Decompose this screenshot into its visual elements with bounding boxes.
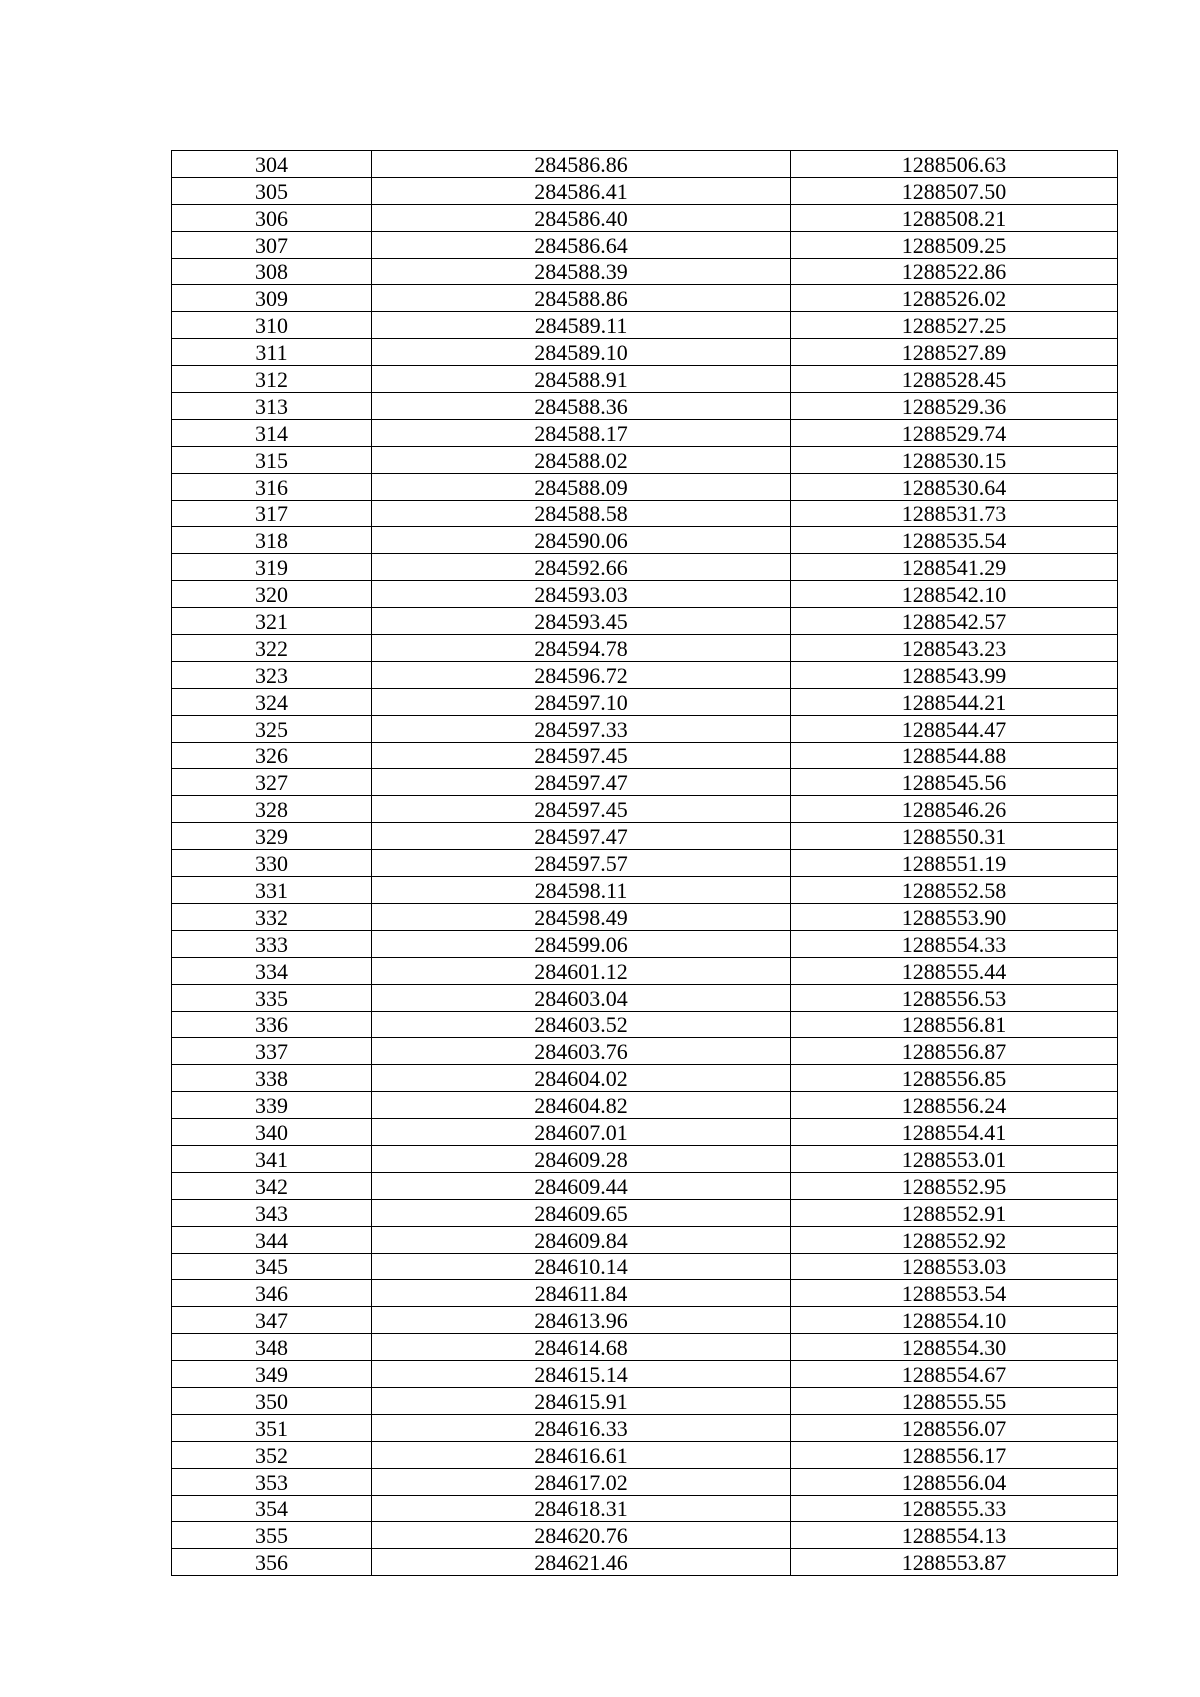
y-coordinate-cell: 1288554.13: [791, 1522, 1118, 1549]
point-number-cell: 322: [172, 635, 372, 662]
x-coordinate-cell: 284603.52: [372, 1011, 791, 1038]
table-row: [172, 688, 1118, 715]
point-number-cell: 314: [172, 419, 372, 446]
table-row: [172, 339, 1118, 366]
table-row: [172, 151, 1118, 178]
point-number-cell: 342: [172, 1172, 372, 1199]
point-number-cell: 332: [172, 903, 372, 930]
table-row: [172, 393, 1118, 420]
table-row: [172, 1172, 1118, 1199]
point-number-cell: 327: [172, 769, 372, 796]
y-coordinate-cell: 1288554.41: [791, 1119, 1118, 1146]
x-coordinate-cell: 284603.04: [372, 984, 791, 1011]
point-number-cell: 345: [172, 1253, 372, 1280]
table-row: [172, 1038, 1118, 1065]
x-coordinate-cell: 284597.57: [372, 850, 791, 877]
table-row: [172, 446, 1118, 473]
point-number-cell: 346: [172, 1280, 372, 1307]
y-coordinate-cell: 1288550.31: [791, 823, 1118, 850]
y-coordinate-cell: 1288527.89: [791, 339, 1118, 366]
point-number-cell: 308: [172, 258, 372, 285]
table-row: [172, 1145, 1118, 1172]
table-row: [172, 1361, 1118, 1388]
point-number-cell: 304: [172, 151, 372, 178]
x-coordinate-cell: 284588.36: [372, 393, 791, 420]
table-row: [172, 527, 1118, 554]
x-coordinate-cell: 284598.11: [372, 877, 791, 904]
point-number-cell: 339: [172, 1092, 372, 1119]
y-coordinate-cell: 1288554.30: [791, 1334, 1118, 1361]
x-coordinate-cell: 284598.49: [372, 903, 791, 930]
point-number-cell: 333: [172, 930, 372, 957]
x-coordinate-cell: 284592.66: [372, 554, 791, 581]
point-number-cell: 348: [172, 1334, 372, 1361]
y-coordinate-cell: 1288544.21: [791, 688, 1118, 715]
table-row: [172, 661, 1118, 688]
x-coordinate-cell: 284621.46: [372, 1549, 791, 1576]
y-coordinate-cell: 1288541.29: [791, 554, 1118, 581]
y-coordinate-cell: 1288555.33: [791, 1495, 1118, 1522]
x-coordinate-cell: 284617.02: [372, 1468, 791, 1495]
x-coordinate-cell: 284597.45: [372, 742, 791, 769]
y-coordinate-cell: 1288552.95: [791, 1172, 1118, 1199]
table-row: [172, 877, 1118, 904]
point-number-cell: 321: [172, 608, 372, 635]
y-coordinate-cell: 1288556.04: [791, 1468, 1118, 1495]
point-number-cell: 334: [172, 957, 372, 984]
y-coordinate-cell: 1288552.91: [791, 1199, 1118, 1226]
x-coordinate-cell: 284588.09: [372, 473, 791, 500]
table-row: [172, 1414, 1118, 1441]
y-coordinate-cell: 1288508.21: [791, 204, 1118, 231]
point-number-cell: 331: [172, 877, 372, 904]
table-row: [172, 473, 1118, 500]
point-number-cell: 311: [172, 339, 372, 366]
point-number-cell: 340: [172, 1119, 372, 1146]
y-coordinate-cell: 1288556.07: [791, 1414, 1118, 1441]
x-coordinate-cell: 284609.65: [372, 1199, 791, 1226]
y-coordinate-cell: 1288545.56: [791, 769, 1118, 796]
x-coordinate-cell: 284613.96: [372, 1307, 791, 1334]
y-coordinate-cell: 1288544.47: [791, 715, 1118, 742]
table-row: [172, 1011, 1118, 1038]
table-row: [172, 608, 1118, 635]
table-row: [172, 1468, 1118, 1495]
x-coordinate-cell: 284603.76: [372, 1038, 791, 1065]
point-number-cell: 355: [172, 1522, 372, 1549]
point-number-cell: 313: [172, 393, 372, 420]
y-coordinate-cell: 1288529.74: [791, 419, 1118, 446]
y-coordinate-cell: 1288542.57: [791, 608, 1118, 635]
table-row: [172, 1441, 1118, 1468]
y-coordinate-cell: 1288530.15: [791, 446, 1118, 473]
table-row: [172, 903, 1118, 930]
y-coordinate-cell: 1288556.85: [791, 1065, 1118, 1092]
table-row: [172, 850, 1118, 877]
y-coordinate-cell: 1288507.50: [791, 177, 1118, 204]
point-number-cell: 350: [172, 1387, 372, 1414]
table-row: [172, 769, 1118, 796]
point-number-cell: 326: [172, 742, 372, 769]
x-coordinate-cell: 284586.41: [372, 177, 791, 204]
point-number-cell: 337: [172, 1038, 372, 1065]
point-number-cell: 318: [172, 527, 372, 554]
point-number-cell: 309: [172, 285, 372, 312]
point-number-cell: 335: [172, 984, 372, 1011]
point-number-cell: 306: [172, 204, 372, 231]
y-coordinate-cell: 1288531.73: [791, 500, 1118, 527]
y-coordinate-cell: 1288554.10: [791, 1307, 1118, 1334]
x-coordinate-cell: 284615.91: [372, 1387, 791, 1414]
table-row: [172, 742, 1118, 769]
x-coordinate-cell: 284586.64: [372, 231, 791, 258]
table-row: [172, 1334, 1118, 1361]
x-coordinate-cell: 284597.33: [372, 715, 791, 742]
table-row: [172, 554, 1118, 581]
point-number-cell: 341: [172, 1145, 372, 1172]
point-number-cell: 347: [172, 1307, 372, 1334]
y-coordinate-cell: 1288555.55: [791, 1387, 1118, 1414]
y-coordinate-cell: 1288526.02: [791, 285, 1118, 312]
point-number-cell: 356: [172, 1549, 372, 1576]
table-row: [172, 258, 1118, 285]
y-coordinate-cell: 1288556.87: [791, 1038, 1118, 1065]
table-row: [172, 930, 1118, 957]
point-number-cell: 354: [172, 1495, 372, 1522]
x-coordinate-cell: 284620.76: [372, 1522, 791, 1549]
point-number-cell: 336: [172, 1011, 372, 1038]
point-number-cell: 316: [172, 473, 372, 500]
table-row: [172, 984, 1118, 1011]
point-number-cell: 307: [172, 231, 372, 258]
point-number-cell: 312: [172, 366, 372, 393]
point-number-cell: 343: [172, 1199, 372, 1226]
table-row: [172, 823, 1118, 850]
x-coordinate-cell: 284594.78: [372, 635, 791, 662]
x-coordinate-cell: 284615.14: [372, 1361, 791, 1388]
x-coordinate-cell: 284588.86: [372, 285, 791, 312]
x-coordinate-cell: 284588.39: [372, 258, 791, 285]
x-coordinate-cell: 284609.28: [372, 1145, 791, 1172]
point-number-cell: 328: [172, 796, 372, 823]
y-coordinate-cell: 1288509.25: [791, 231, 1118, 258]
y-coordinate-cell: 1288552.58: [791, 877, 1118, 904]
table-row: [172, 204, 1118, 231]
y-coordinate-cell: 1288543.23: [791, 635, 1118, 662]
x-coordinate-cell: 284597.47: [372, 769, 791, 796]
x-coordinate-cell: 284597.10: [372, 688, 791, 715]
y-coordinate-cell: 1288556.17: [791, 1441, 1118, 1468]
table-row: [172, 1522, 1118, 1549]
y-coordinate-cell: 1288529.36: [791, 393, 1118, 420]
x-coordinate-cell: 284597.45: [372, 796, 791, 823]
y-coordinate-cell: 1288551.19: [791, 850, 1118, 877]
table-row: [172, 312, 1118, 339]
table-row: [172, 231, 1118, 258]
table-row: [172, 715, 1118, 742]
y-coordinate-cell: 1288543.99: [791, 661, 1118, 688]
y-coordinate-cell: 1288553.90: [791, 903, 1118, 930]
y-coordinate-cell: 1288522.86: [791, 258, 1118, 285]
x-coordinate-cell: 284599.06: [372, 930, 791, 957]
y-coordinate-cell: 1288506.63: [791, 151, 1118, 178]
x-coordinate-cell: 284588.17: [372, 419, 791, 446]
table-row: [172, 366, 1118, 393]
coordinate-table: [171, 150, 1118, 1576]
y-coordinate-cell: 1288553.03: [791, 1253, 1118, 1280]
y-coordinate-cell: 1288553.87: [791, 1549, 1118, 1576]
x-coordinate-cell: 284589.11: [372, 312, 791, 339]
x-coordinate-cell: 284593.45: [372, 608, 791, 635]
point-number-cell: 319: [172, 554, 372, 581]
point-number-cell: 351: [172, 1414, 372, 1441]
table-row: [172, 285, 1118, 312]
table-row: [172, 1226, 1118, 1253]
point-number-cell: 349: [172, 1361, 372, 1388]
x-coordinate-cell: 284596.72: [372, 661, 791, 688]
x-coordinate-cell: 284588.58: [372, 500, 791, 527]
table-row: [172, 419, 1118, 446]
x-coordinate-cell: 284590.06: [372, 527, 791, 554]
y-coordinate-cell: 1288554.33: [791, 930, 1118, 957]
y-coordinate-cell: 1288553.54: [791, 1280, 1118, 1307]
x-coordinate-cell: 284614.68: [372, 1334, 791, 1361]
point-number-cell: 310: [172, 312, 372, 339]
y-coordinate-cell: 1288556.53: [791, 984, 1118, 1011]
x-coordinate-cell: 284588.02: [372, 446, 791, 473]
y-coordinate-cell: 1288552.92: [791, 1226, 1118, 1253]
x-coordinate-cell: 284588.91: [372, 366, 791, 393]
y-coordinate-cell: 1288535.54: [791, 527, 1118, 554]
table-row: [172, 1199, 1118, 1226]
point-number-cell: 324: [172, 688, 372, 715]
y-coordinate-cell: 1288555.44: [791, 957, 1118, 984]
x-coordinate-cell: 284611.84: [372, 1280, 791, 1307]
x-coordinate-cell: 284609.84: [372, 1226, 791, 1253]
coordinate-table-body: [172, 151, 1118, 1576]
x-coordinate-cell: 284604.82: [372, 1092, 791, 1119]
table-row: [172, 1092, 1118, 1119]
point-number-cell: 315: [172, 446, 372, 473]
table-row: [172, 957, 1118, 984]
table-row: [172, 1065, 1118, 1092]
table-row: [172, 500, 1118, 527]
x-coordinate-cell: 284609.44: [372, 1172, 791, 1199]
x-coordinate-cell: 284607.01: [372, 1119, 791, 1146]
point-number-cell: 344: [172, 1226, 372, 1253]
y-coordinate-cell: 1288527.25: [791, 312, 1118, 339]
point-number-cell: 353: [172, 1468, 372, 1495]
table-row: [172, 796, 1118, 823]
point-number-cell: 352: [172, 1441, 372, 1468]
point-number-cell: 325: [172, 715, 372, 742]
point-number-cell: 330: [172, 850, 372, 877]
table-row: [172, 1119, 1118, 1146]
x-coordinate-cell: 284616.33: [372, 1414, 791, 1441]
y-coordinate-cell: 1288553.01: [791, 1145, 1118, 1172]
table-row: [172, 1549, 1118, 1576]
point-number-cell: 317: [172, 500, 372, 527]
y-coordinate-cell: 1288554.67: [791, 1361, 1118, 1388]
point-number-cell: 329: [172, 823, 372, 850]
point-number-cell: 305: [172, 177, 372, 204]
table-row: [172, 1280, 1118, 1307]
x-coordinate-cell: 284593.03: [372, 581, 791, 608]
x-coordinate-cell: 284610.14: [372, 1253, 791, 1280]
x-coordinate-cell: 284589.10: [372, 339, 791, 366]
x-coordinate-cell: 284586.86: [372, 151, 791, 178]
x-coordinate-cell: 284597.47: [372, 823, 791, 850]
point-number-cell: 323: [172, 661, 372, 688]
x-coordinate-cell: 284604.02: [372, 1065, 791, 1092]
table-row: [172, 581, 1118, 608]
y-coordinate-cell: 1288556.81: [791, 1011, 1118, 1038]
table-row: [172, 177, 1118, 204]
x-coordinate-cell: 284586.40: [372, 204, 791, 231]
y-coordinate-cell: 1288528.45: [791, 366, 1118, 393]
table-row: [172, 1307, 1118, 1334]
table-row: [172, 1387, 1118, 1414]
x-coordinate-cell: 284616.61: [372, 1441, 791, 1468]
y-coordinate-cell: 1288542.10: [791, 581, 1118, 608]
table-row: [172, 1253, 1118, 1280]
point-number-cell: 320: [172, 581, 372, 608]
x-coordinate-cell: 284601.12: [372, 957, 791, 984]
table-row: [172, 635, 1118, 662]
y-coordinate-cell: 1288544.88: [791, 742, 1118, 769]
y-coordinate-cell: 1288546.26: [791, 796, 1118, 823]
x-coordinate-cell: 284618.31: [372, 1495, 791, 1522]
y-coordinate-cell: 1288556.24: [791, 1092, 1118, 1119]
table-row: [172, 1495, 1118, 1522]
point-number-cell: 338: [172, 1065, 372, 1092]
y-coordinate-cell: 1288530.64: [791, 473, 1118, 500]
